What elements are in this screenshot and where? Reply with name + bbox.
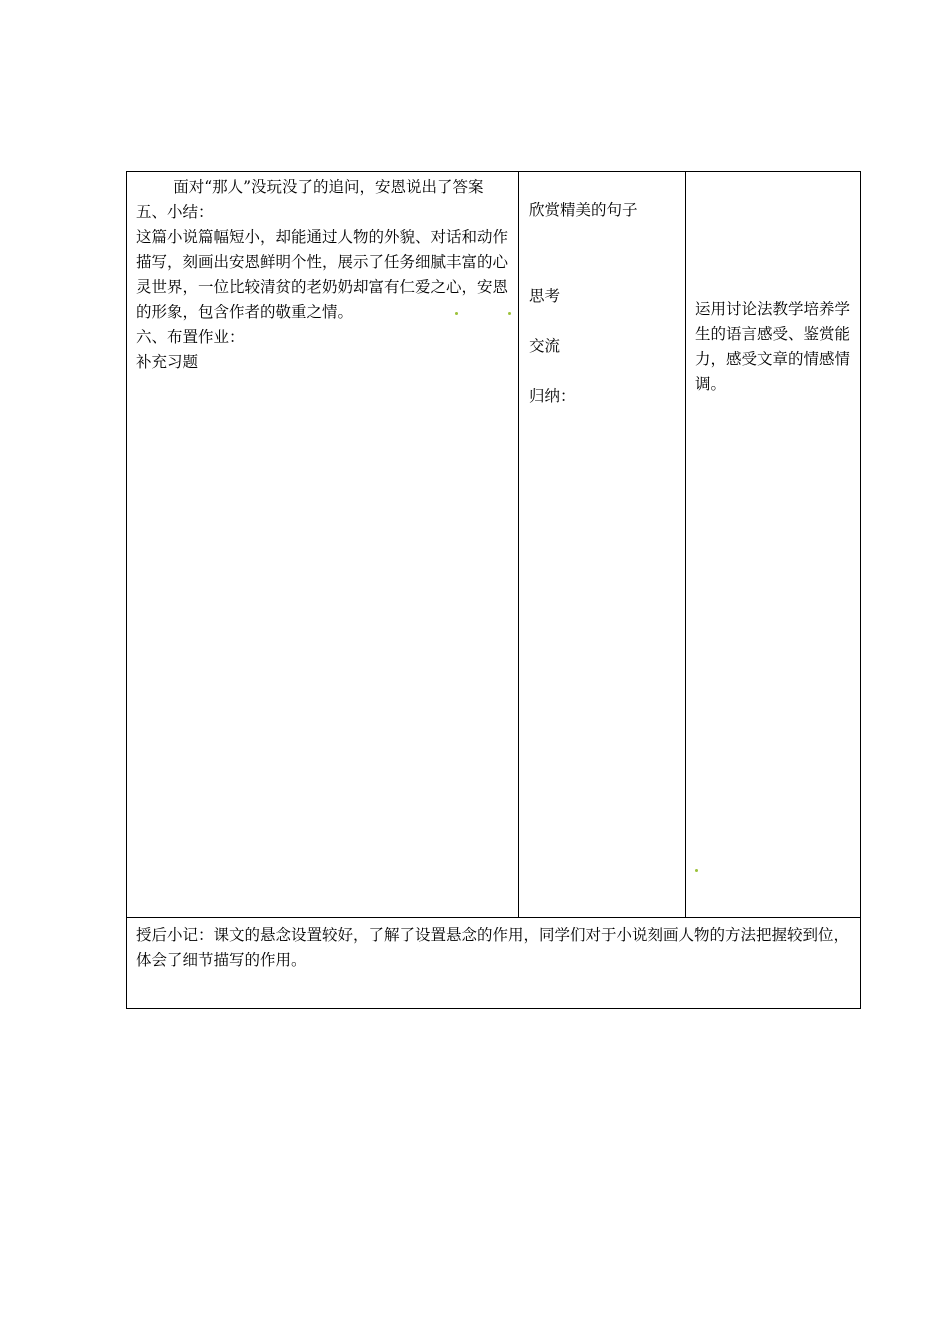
lesson-content-row xyxy=(127,172,860,918)
homework-heading: 六、布置作业： xyxy=(136,328,245,346)
design-intent-cell xyxy=(686,172,860,917)
summary-heading: 五、小结： xyxy=(136,203,214,221)
marker-dot xyxy=(695,869,698,872)
lesson-plan-table xyxy=(126,171,861,1009)
activity-think: 思考 xyxy=(529,287,561,305)
activity-discuss: 交流 xyxy=(529,337,561,355)
marker-dot xyxy=(455,312,458,315)
post-lesson-note-row xyxy=(127,918,860,1008)
student-activity-cell xyxy=(519,172,686,917)
summary-paragraph: 这篇小说篇幅短小，却能通过人物的外貌、对话和动作描写，刻画出安恩鲜明个性，展示了任务细腻丰富的心灵世界，一位比较清贫的老奶奶却富有仁爱之心，安恩的形象，包含作者的敬重之情。 xyxy=(136,228,509,321)
answer-paragraph: 面对“那人”没玩没了的追问，安恩说出了答案 xyxy=(173,178,484,196)
marker-dot xyxy=(508,312,511,315)
design-intent-text: 运用讨论法教学培养学生的语言感受、鉴赏能力，感受文章的情感情调。 xyxy=(695,300,851,393)
teaching-process-cell xyxy=(127,172,519,917)
post-lesson-note: 授后小记：课文的悬念设置较好，了解了设置悬念的作用，同学们对于小说刻画人物的方法把握较到位，体会了细节描写的作用。 xyxy=(136,926,850,969)
activity-appreciate: 欣赏精美的句子 xyxy=(529,201,638,219)
activity-summarize: 归纳： xyxy=(529,387,576,405)
homework-item: 补充习题 xyxy=(136,353,199,371)
